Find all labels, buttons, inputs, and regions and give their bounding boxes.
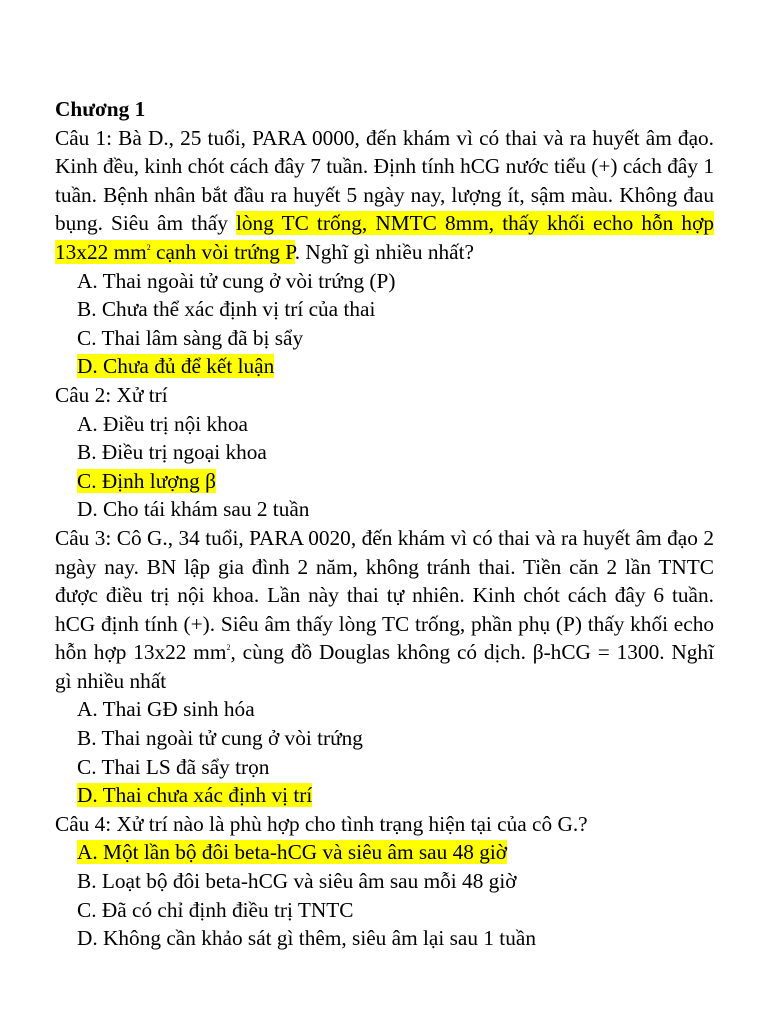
question-1-superscript: 2 [146,242,151,252]
question-1 [55,124,714,267]
question-2-option-b [55,438,714,467]
option-label-highlighted: C. Định lượng β [77,468,216,493]
option-label: B. Điều trị ngoại khoa [77,440,267,465]
question-1-highlight-part1: lòng TC trống, NMTC 8mm, thấy khối echo hỗn hợp 13x22 mm [55,211,714,264]
question-3-option-a [55,695,714,724]
question-3-option-d [55,781,714,810]
question-4-option-a [55,838,714,867]
option-label-highlighted: A. Một lần bộ đôi beta-hCG và siêu âm sau 48 giờ [77,840,508,865]
option-label: C. Thai lâm sàng đã bị sẩy [77,325,304,350]
question-1-option-b [55,295,714,324]
question-2-option-a [55,410,714,439]
option-label: A. Thai GĐ sinh hóa [77,697,255,722]
option-label: D. Không cần khảo sát gì thêm, siêu âm lại sau 1 tuần [77,926,536,951]
question-1-text-after: . Nghĩ gì nhiều nhất? [294,239,474,264]
question-4: Câu 4: Xử trí nào là phù hợp cho tình trạng hiện tại của cô G.? [55,811,588,836]
chapter-title: Chương 1 [55,97,146,121]
option-label: B. Loạt bộ đôi beta-hCG và siêu âm sau mỗi 48 giờ [77,869,517,894]
question-4-option-b [55,867,714,896]
question-1-option-a [55,267,714,296]
question-3-text-after: , cùng đồ Douglas không có dịch. β-hCG = 1300. Nghĩ gì nhiều nhất [55,640,714,693]
question-1-option-c [55,324,714,353]
question-2-option-d [55,495,714,524]
question-4-option-d [55,924,714,953]
option-label: B. Chưa thể xác định vị trí của thai [77,297,376,322]
option-label-highlighted: D. Thai chưa xác định vị trí [77,783,313,808]
question-2-option-c [55,467,714,496]
question-2: Câu 2: Xử trí [55,382,168,407]
question-1-highlight-part2: cạnh vòi trứng P [150,239,295,264]
option-label: C. Đã có chỉ định điều trị TNTC [77,897,354,922]
option-label-highlighted: D. Chưa đủ để kết luận [77,354,275,379]
question-1-option-d [55,352,714,381]
question-3-option-b [55,724,714,753]
question-3-text-before: Câu 3: Cô G., 34 tuổi, PARA 0020, đến khám vì có thai và ra huyết âm đạo 2 ngày nay. BN lập gia đình 2 năm, không tránh thai. Tiền căn 2 lần TNTC được điều trị nội khoa. Lần này thai tự nhiên. Kinh chót cách đây 6 tuần. hCG định tính (+). Siêu âm thấy lòng TC trống, phần phụ (P) thấy khối echo hỗn hợp 13x22 mm [55,525,714,665]
question-4-option-c [55,896,714,925]
option-label: D. Cho tái khám sau 2 tuần [77,497,310,522]
question-3-option-c [55,753,714,782]
question-1-text-before: Câu 1: Bà D., 25 tuổi, PARA 0000, đến khám vì có thai và ra huyết âm đạo. Kinh đều, kinh chót cách đây 7 tuần. Định tính hCG nước tiểu (+) cách đây 1 tuần. Bệnh nhân bắt đầu ra huyết 5 ngày nay, lượng ít, sậm màu. Không đau bụng. Siêu âm thấy [55,125,714,236]
question-3 [55,524,714,696]
question-3-superscript: 2 [226,643,231,653]
option-label: A. Thai ngoài tử cung ở vòi trứng (P) [77,268,396,293]
option-label: A. Điều trị nội khoa [77,411,248,436]
document-content [55,95,714,953]
option-label: C. Thai LS đã sẩy trọn [77,754,270,779]
option-label: B. Thai ngoài tử cung ở vòi trứng [77,726,363,751]
